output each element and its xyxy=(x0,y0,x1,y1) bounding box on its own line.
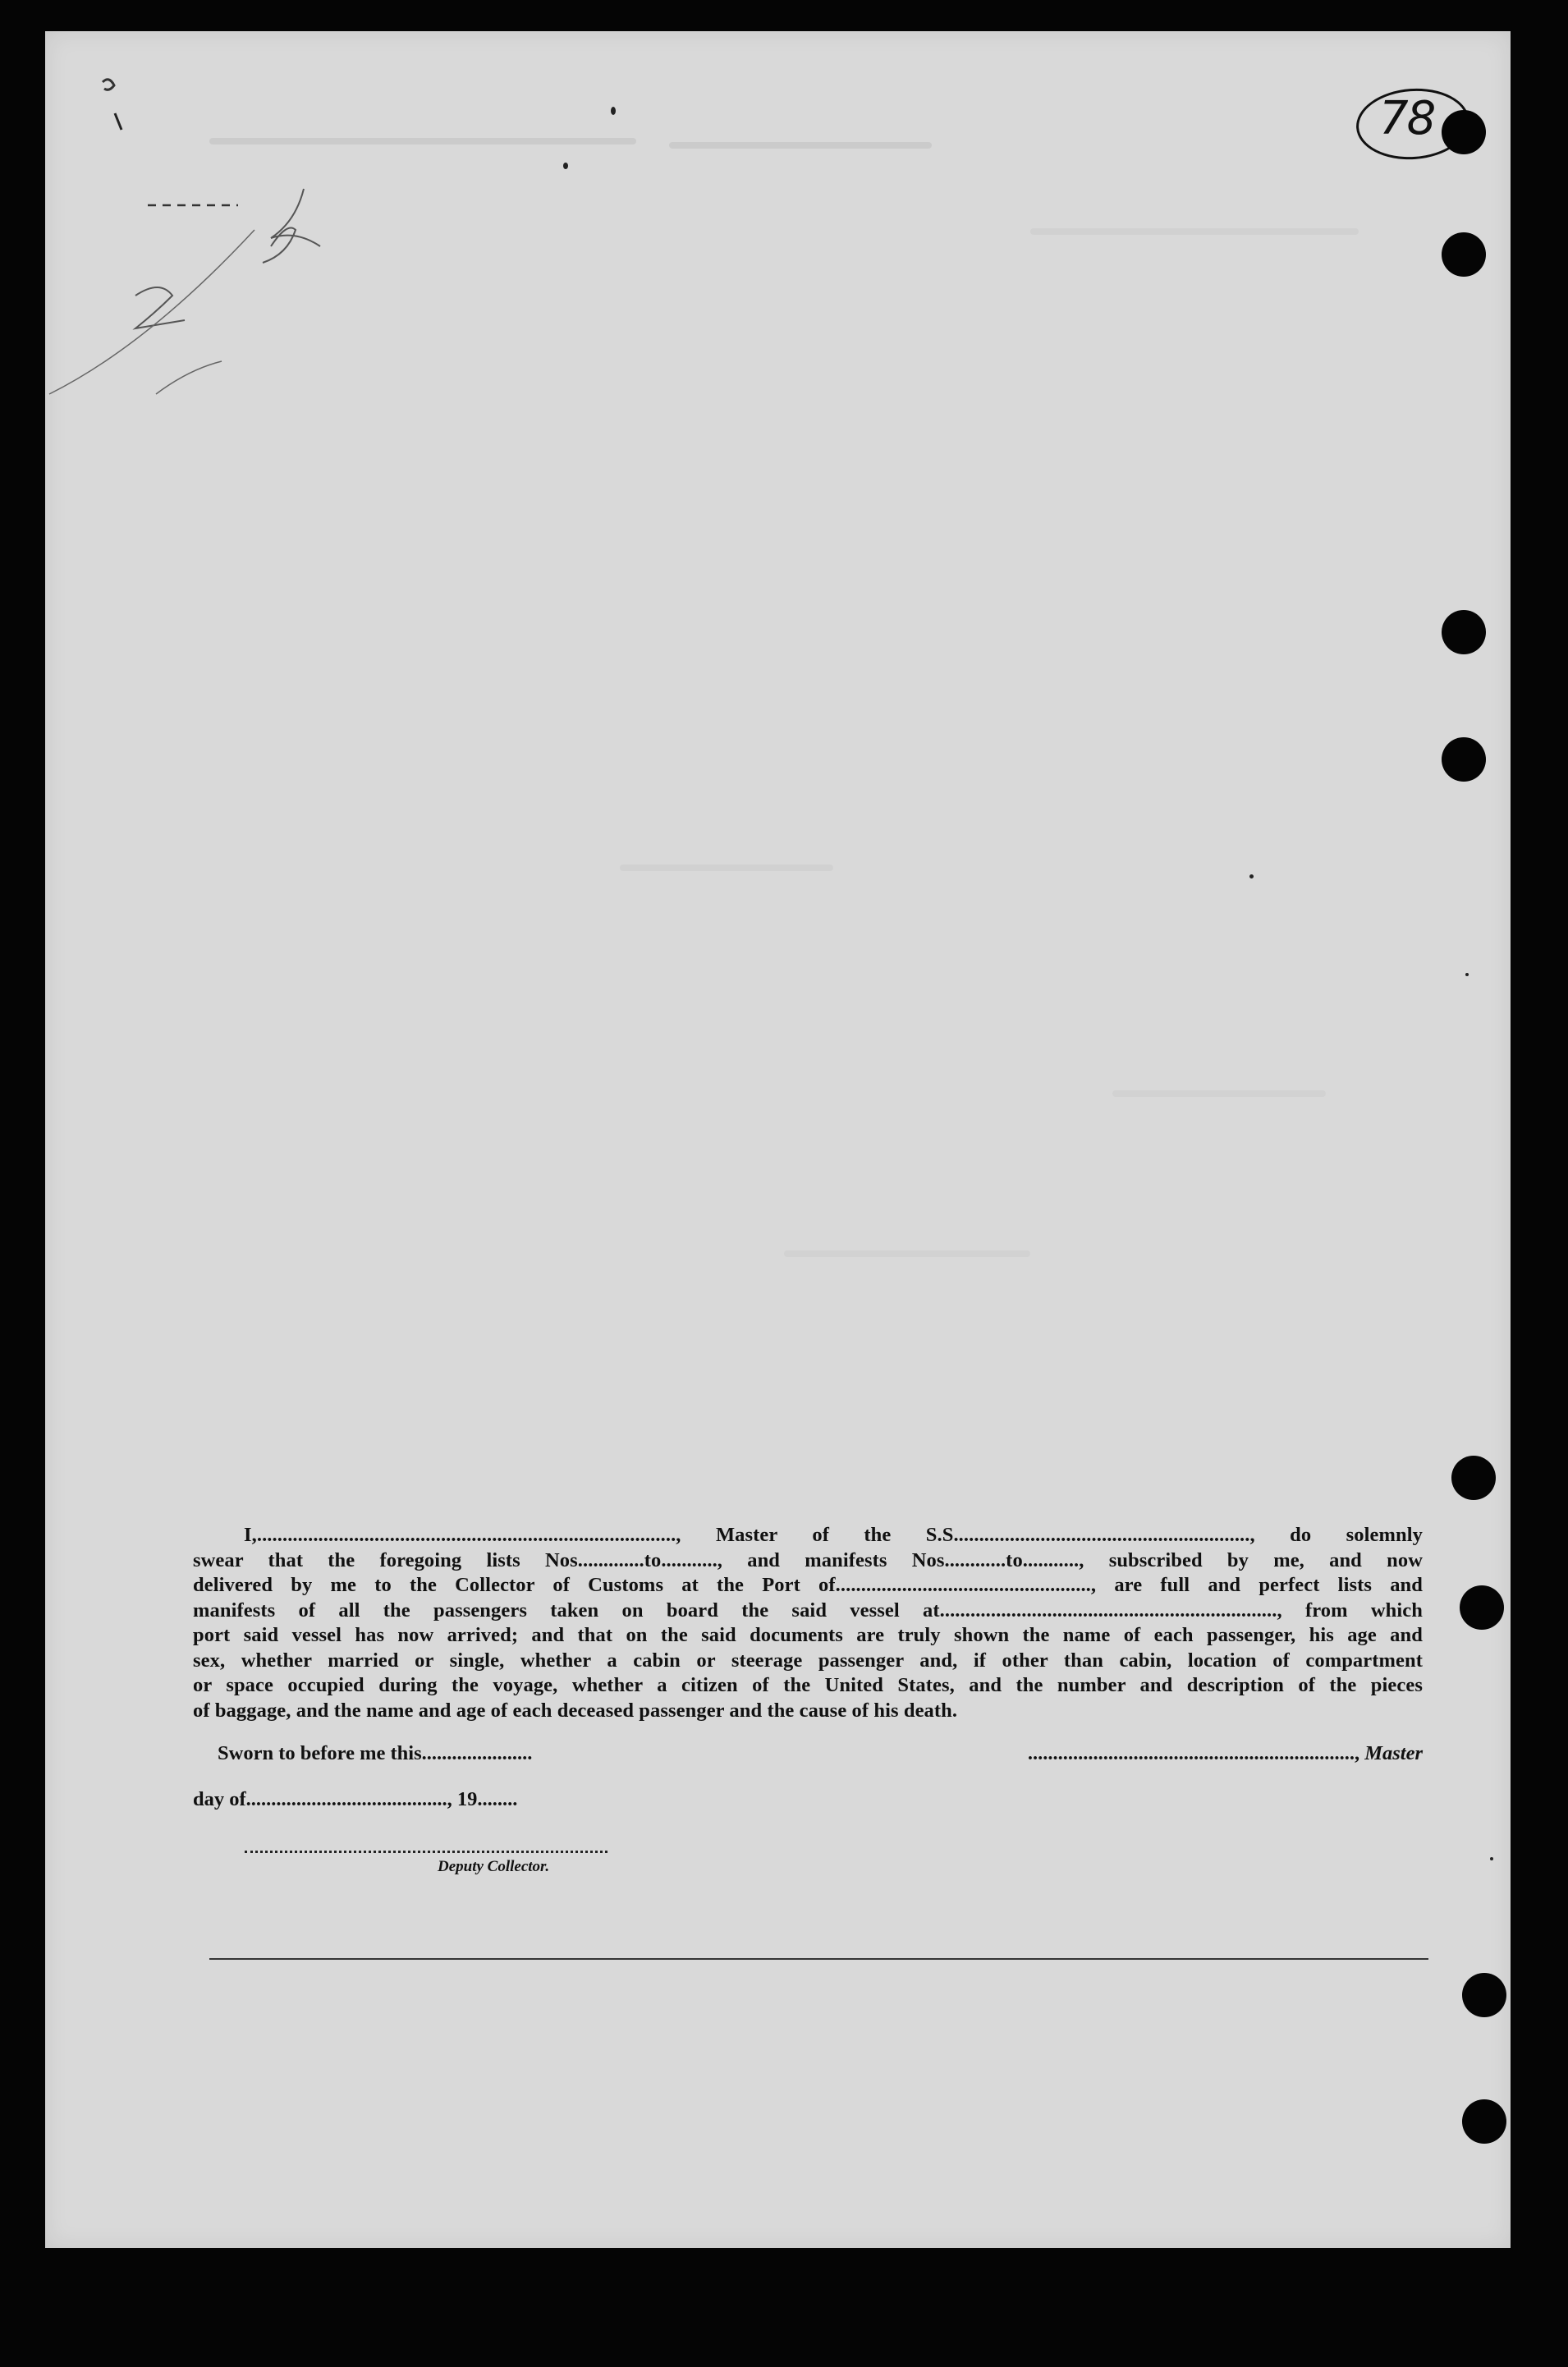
bleed-through-mark xyxy=(1112,1090,1326,1097)
handwritten-page-number: 78 xyxy=(1379,92,1435,145)
deputy-collector-signature-line xyxy=(245,1833,607,1853)
punch-hole xyxy=(1442,110,1486,154)
bleed-through-mark xyxy=(669,142,932,149)
master-signature-dots: ................................................................., xyxy=(1027,1742,1365,1764)
master-signature-line xyxy=(1028,1742,1423,1765)
pencil-scribble-mark xyxy=(33,49,378,419)
punch-hole xyxy=(1442,737,1486,782)
ink-dot xyxy=(1249,874,1254,878)
ink-dot xyxy=(611,107,616,115)
bleed-through-mark xyxy=(784,1250,1030,1257)
ink-dot xyxy=(1490,1857,1493,1860)
sworn-to-before-me-text: Sworn to before me this...................... xyxy=(218,1742,533,1764)
ink-dot xyxy=(1465,973,1469,976)
oath-line: sex, whether married or single, whether a cabin or steerage passenger and, if other than cabin, location of compartment xyxy=(193,1649,1423,1672)
punch-hole xyxy=(1442,232,1486,277)
punch-hole xyxy=(1442,610,1486,654)
day-of-line: day of........................................, 19........ xyxy=(193,1788,518,1810)
punch-hole xyxy=(1462,2099,1506,2144)
oath-line: manifests of all the passengers taken on board the said vessel at.................................................................., from which xyxy=(193,1599,1423,1622)
master-label: Master xyxy=(1364,1742,1423,1764)
oath-line: or space occupied during the voyage, whether a citizen of the United States, and the number and description of the pieces xyxy=(193,1674,1423,1696)
deputy-collector-label: Deputy Collector. xyxy=(438,1858,550,1875)
punch-hole xyxy=(1460,1585,1504,1630)
sworn-row xyxy=(193,1742,1423,1772)
oath-line: I,.................................................................................., Master of the S.S.........................................................., do solemnly xyxy=(244,1524,1423,1546)
oath-line: of baggage, and the name and age of each deceased passenger and the cause of his death. xyxy=(193,1699,958,1722)
bottom-divider xyxy=(209,1958,1428,1960)
bleed-through-mark xyxy=(1030,228,1359,235)
master-oath-paragraph xyxy=(193,1523,1423,1723)
punch-hole xyxy=(1451,1456,1496,1500)
ink-dot xyxy=(563,163,568,169)
bleed-through-mark xyxy=(620,865,833,871)
oath-line: delivered by me to the Collector of Customs at the Port of.................................................., are full and perfect lists and xyxy=(193,1574,1423,1596)
punch-hole xyxy=(1462,1973,1506,2017)
oath-line: swear that the foregoing lists Nos.............to..........., and manifests Nos............to..........., subscribed by me, and now xyxy=(193,1548,1423,1571)
oath-line: port said vessel has now arrived; and that on the said documents are truly shown the name of each passenger, his age and xyxy=(193,1624,1423,1646)
